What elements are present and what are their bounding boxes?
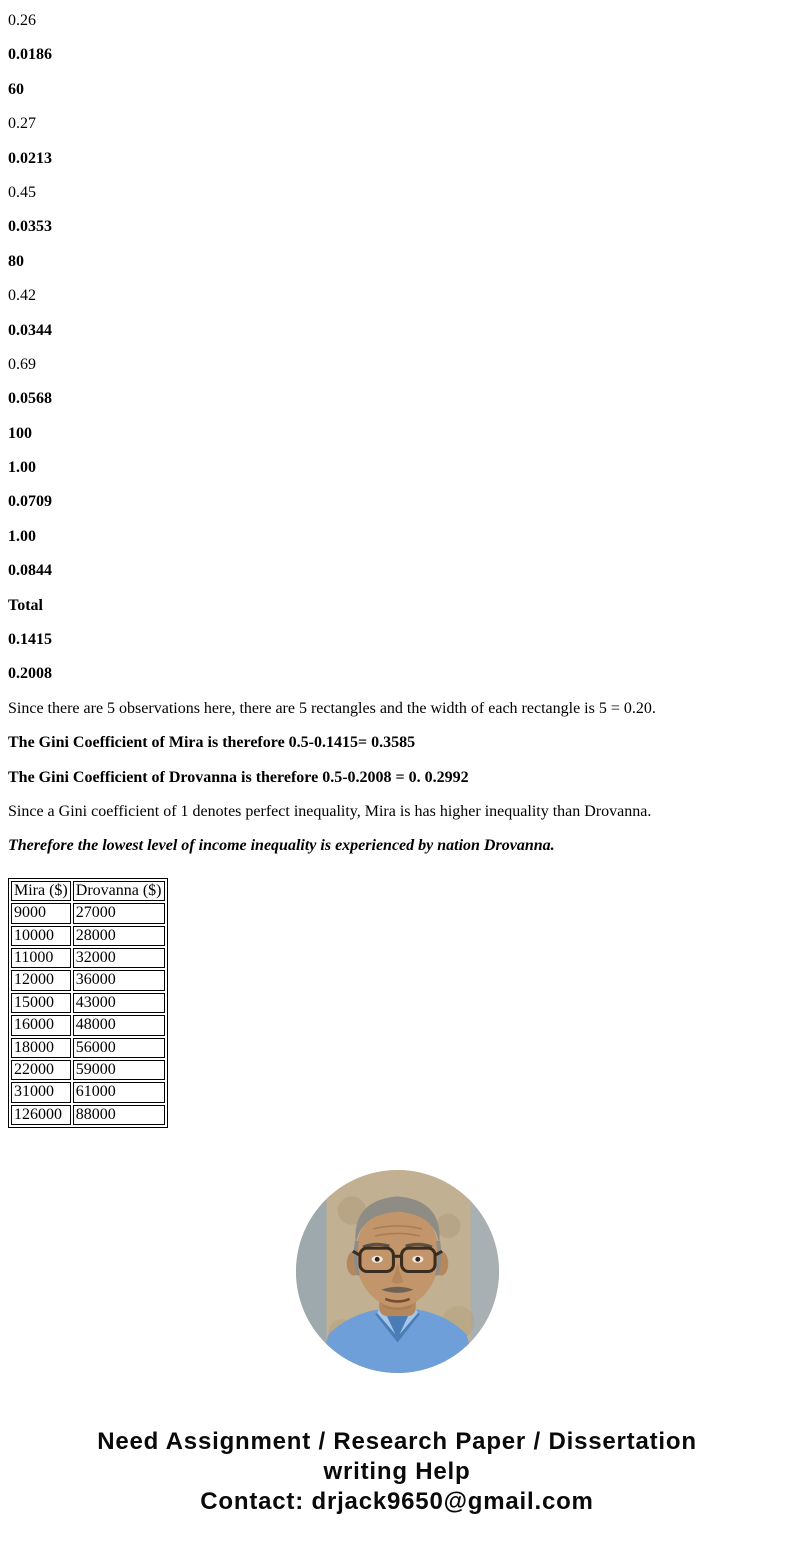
value-line: 0.0186 — [8, 46, 52, 64]
table-header-cell: Drovanna ($) — [73, 881, 165, 901]
table-cell: 9000 — [11, 903, 71, 923]
table-cell: 43000 — [73, 993, 165, 1013]
footer-line: Need Assignment / Research Paper / Dissertation — [97, 1428, 697, 1456]
value-line: 1.00 — [8, 527, 36, 545]
value-line: 0.2008 — [8, 665, 52, 683]
table-row — [11, 1015, 165, 1035]
table-cell: 31000 — [11, 1082, 71, 1102]
table-cell: 10000 — [11, 926, 71, 946]
value-line: 0.45 — [8, 183, 36, 201]
table-cell: 16000 — [11, 1015, 71, 1035]
paragraph: The Gini Coefficient of Drovanna is therefore 0.5-0.2008 = 0. 0.2992 — [8, 768, 469, 786]
table-cell: 27000 — [73, 903, 165, 923]
table-cell: 48000 — [73, 1015, 165, 1035]
paragraph: Therefore the lowest level of income inequality is experienced by nation Drovanna. — [8, 837, 555, 855]
value-line: 80 — [8, 252, 24, 270]
value-line: Total — [8, 596, 43, 614]
value-line: 0.69 — [8, 355, 36, 373]
table-header-row — [11, 881, 165, 901]
table-row — [11, 993, 165, 1013]
value-line: 100 — [8, 424, 32, 442]
footer-line: writing Help — [323, 1458, 471, 1486]
table-header-cell: Mira ($) — [11, 881, 71, 901]
value-line: 0.0709 — [8, 493, 52, 511]
paragraph: The Gini Coefficient of Mira is therefore 0.5-0.1415= 0.3585 — [8, 734, 416, 752]
table-row — [11, 1060, 165, 1080]
table-row — [11, 948, 165, 968]
table-cell: 32000 — [73, 948, 165, 968]
footer-line: Contact: drjack9650@gmail.com — [200, 1488, 594, 1516]
portrait-photo — [296, 1170, 499, 1373]
table-cell: 18000 — [11, 1038, 71, 1058]
value-line: 0.0213 — [8, 149, 52, 167]
value-line: 0.27 — [8, 115, 36, 133]
paragraphs — [8, 700, 786, 856]
income-table — [8, 878, 168, 1128]
table-row — [11, 926, 165, 946]
table-row — [11, 1082, 165, 1102]
footer-text — [8, 1427, 786, 1517]
value-line: 0.0344 — [8, 321, 52, 339]
value-line: 0.0844 — [8, 562, 52, 580]
table-cell: 61000 — [73, 1082, 165, 1102]
portrait-illustration — [296, 1170, 499, 1373]
value-line: 0.42 — [8, 287, 36, 305]
paragraph: Since a Gini coefficient of 1 denotes perfect inequality, Mira is has higher inequality than Drovanna. — [8, 802, 652, 820]
value-line: 60 — [8, 80, 24, 98]
value-line: 0.0568 — [8, 390, 52, 408]
table-cell: 15000 — [11, 993, 71, 1013]
table-row — [11, 903, 165, 923]
table-cell: 11000 — [11, 948, 71, 968]
table-row — [11, 1038, 165, 1058]
table-cell: 28000 — [73, 926, 165, 946]
values-list — [8, 12, 786, 684]
paragraph: Since there are 5 observations here, there are 5 rectangles and the width of each rectangle is 5 = 0.20. — [8, 699, 656, 717]
table-row — [11, 970, 165, 990]
value-line: 1.00 — [8, 459, 36, 477]
value-line: 0.26 — [8, 12, 36, 29]
table-cell: 56000 — [73, 1038, 165, 1058]
value-line: 0.0353 — [8, 218, 52, 236]
table-cell: 88000 — [73, 1105, 165, 1125]
table-cell: 126000 — [11, 1105, 71, 1125]
table-cell: 22000 — [11, 1060, 71, 1080]
table-row — [11, 1105, 165, 1125]
table-cell: 59000 — [73, 1060, 165, 1080]
table-cell: 36000 — [73, 970, 165, 990]
value-line: 0.1415 — [8, 631, 52, 649]
table-cell: 12000 — [11, 970, 71, 990]
